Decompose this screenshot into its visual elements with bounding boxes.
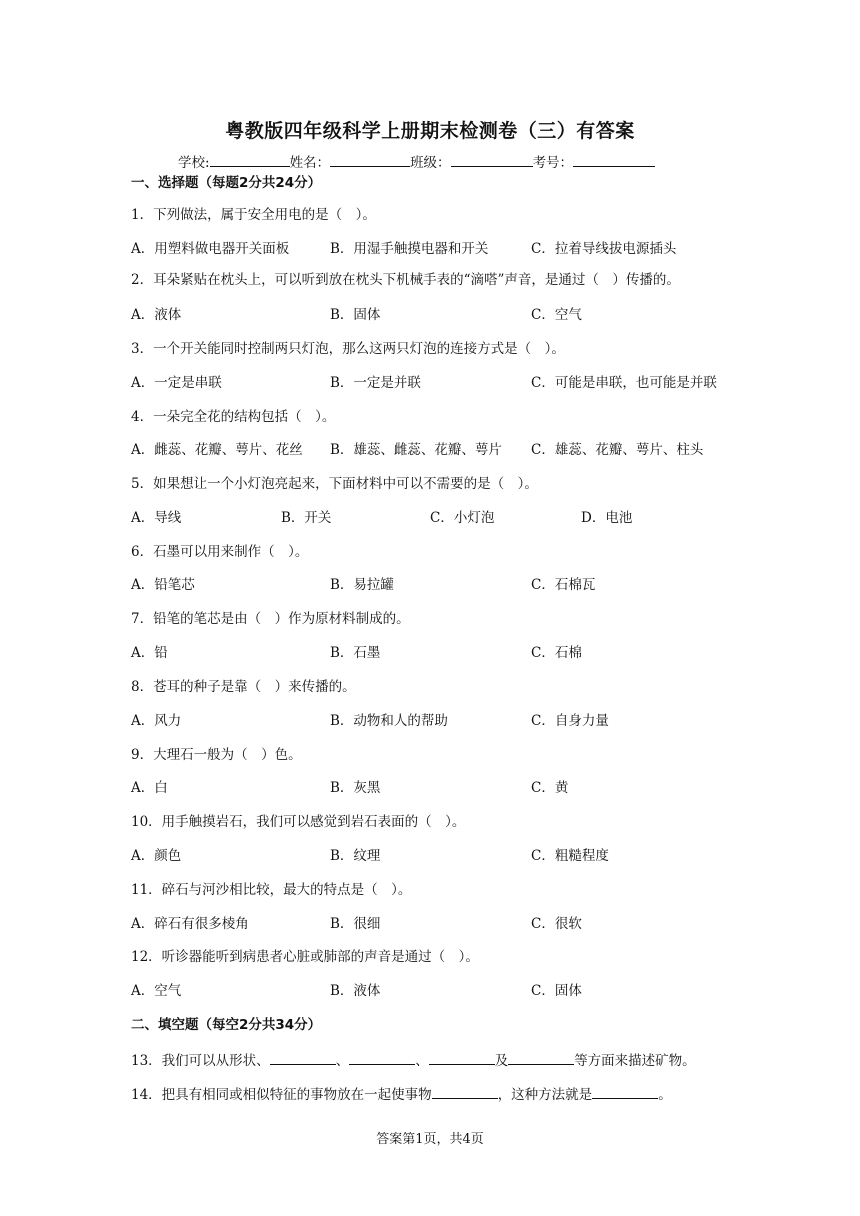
fill-text: 等方面来描述矿物。 (574, 1053, 696, 1069)
option-c[interactable]: C．固体 (531, 983, 582, 999)
option-b[interactable]: B．雄蕊、雌蕊、花瓣、萼片 (330, 442, 502, 458)
question-options (131, 982, 751, 1000)
school-label: 学校: (178, 155, 210, 171)
option-c[interactable]: C．拉着导线拔电源插头 (531, 241, 677, 257)
answer-blank[interactable] (349, 1050, 415, 1065)
option-b[interactable]: B．用湿手触摸电器和开关 (330, 241, 489, 257)
page-footer: 答案第1页，共4页 (376, 1132, 484, 1147)
option-a[interactable]: A．铅笔芯 (131, 577, 195, 593)
question-options (131, 441, 751, 459)
answer-blank[interactable] (508, 1050, 574, 1065)
option-c[interactable]: C．石棉 (531, 645, 582, 661)
question-options (131, 712, 751, 730)
question-options (131, 915, 751, 933)
answer-blank[interactable] (592, 1084, 658, 1099)
section-heading-fill: 二、填空题（每空2分共34分） (131, 1017, 322, 1033)
option-b[interactable]: B．动物和人的帮助 (330, 713, 448, 729)
option-b[interactable]: B．一定是并联 (330, 375, 421, 391)
fill-question-14 (131, 1084, 672, 1104)
section-heading-choice: 一、选择题（每题2分共24分） (131, 175, 322, 191)
option-a[interactable]: A．雌蕊、花瓣、萼片、花丝 (131, 442, 303, 458)
question-stem: 4．一朵完全花的结构包括（ ）。 (131, 409, 336, 425)
option-d[interactable]: D．电池 (581, 510, 633, 526)
question-stem: 3．一个开关能同时控制两只灯泡，那么这两只灯泡的连接方式是（ ）。 (131, 341, 565, 357)
option-a[interactable]: A．空气 (131, 983, 182, 999)
question-stem: 1．下列做法，属于安全用电的是（ ）。 (131, 207, 376, 223)
student-info-line (178, 151, 655, 171)
fill-text: 13．我们可以从形状、 (131, 1053, 270, 1069)
question-stem: 2．耳朵紧贴在枕头上，可以听到放在枕头下机械手表的“滴嗒”声音，是通过（ ）传播的。 (131, 272, 680, 288)
class-blank[interactable] (451, 152, 533, 167)
question-options (131, 306, 751, 324)
option-c[interactable]: C．小灯泡 (430, 510, 495, 526)
question-options (131, 374, 751, 392)
question-stem: 6．石墨可以用来制作（ ）。 (131, 544, 309, 560)
option-b[interactable]: B．开关 (281, 510, 332, 526)
option-c[interactable]: C．空气 (531, 307, 582, 323)
option-c[interactable]: C．自身力量 (531, 713, 609, 729)
option-a[interactable]: A．用塑料做电器开关面板 (131, 241, 290, 257)
option-b[interactable]: B．固体 (330, 307, 381, 323)
fill-text: 、 (415, 1053, 429, 1069)
option-b[interactable]: B．很细 (330, 916, 381, 932)
question-stem: 12．听诊器能听到病患者心脏或肺部的声音是通过（ ）。 (131, 949, 479, 965)
question-options (131, 644, 751, 662)
option-b[interactable]: B．灰黑 (330, 780, 381, 796)
fill-text: 。 (658, 1087, 672, 1103)
question-stem: 5．如果想让一个小灯泡亮起来，下面材料中可以不需要的是（ ）。 (131, 476, 538, 492)
fill-question-13 (131, 1050, 696, 1070)
fill-text: 、 (335, 1053, 350, 1069)
option-c[interactable]: C．黄 (531, 780, 569, 796)
option-c[interactable]: C．粗糙程度 (531, 848, 609, 864)
exam-no-blank[interactable] (573, 152, 655, 167)
question-stem: 9．大理石一般为（ ）色。 (131, 747, 302, 763)
option-a[interactable]: A．铅 (131, 645, 168, 661)
fill-text: 及 (494, 1053, 509, 1069)
option-a[interactable]: A．白 (131, 780, 168, 796)
question-options (131, 847, 751, 865)
option-a[interactable]: A．碎石有很多棱角 (131, 916, 249, 932)
question-stem: 10．用手触摸岩石，我们可以感觉到岩石表面的（ ）。 (131, 814, 466, 830)
question-options (131, 509, 751, 527)
name-label: 姓名： (289, 155, 331, 171)
question-stem: 11．碎石与河沙相比较，最大的特点是（ ）。 (131, 882, 412, 898)
question-stem: 8．苍耳的种子是靠（ ）来传播的。 (131, 679, 356, 695)
option-c[interactable]: C．石棉瓦 (531, 577, 596, 593)
answer-blank[interactable] (270, 1050, 336, 1065)
option-c[interactable]: C．可能是串联，也可能是并联 (531, 375, 717, 391)
option-c[interactable]: C．很软 (531, 916, 582, 932)
name-blank[interactable] (330, 152, 410, 167)
option-a[interactable]: A．风力 (131, 713, 182, 729)
option-a[interactable]: A．颜色 (131, 848, 182, 864)
exam-title: 粤教版四年级科学上册期末检测卷（三）有答案 (225, 120, 635, 142)
option-a[interactable]: A．导线 (131, 510, 182, 526)
option-b[interactable]: B．纹理 (330, 848, 381, 864)
school-blank[interactable] (210, 152, 290, 167)
option-a[interactable]: A．一定是串联 (131, 375, 222, 391)
option-b[interactable]: B．石墨 (330, 645, 381, 661)
question-options (131, 240, 751, 258)
answer-blank[interactable] (429, 1050, 495, 1065)
option-b[interactable]: B．易拉罐 (330, 577, 394, 593)
question-options (131, 779, 751, 797)
fill-text: ，这种方法就是 (497, 1087, 593, 1103)
fill-text: 14．把具有相同或相似特征的事物放在一起使事物 (131, 1087, 432, 1103)
answer-blank[interactable] (432, 1084, 498, 1099)
option-c[interactable]: C．雄蕊、花瓣、萼片、柱头 (531, 442, 704, 458)
question-options (131, 576, 751, 594)
class-label: 班级： (410, 155, 451, 171)
exam-no-label: 考号： (532, 155, 574, 171)
question-stem: 7．铅笔的笔芯是由（ ）作为原材料制成的。 (131, 611, 410, 627)
option-a[interactable]: A．液体 (131, 307, 182, 323)
option-b[interactable]: B．液体 (330, 983, 381, 999)
